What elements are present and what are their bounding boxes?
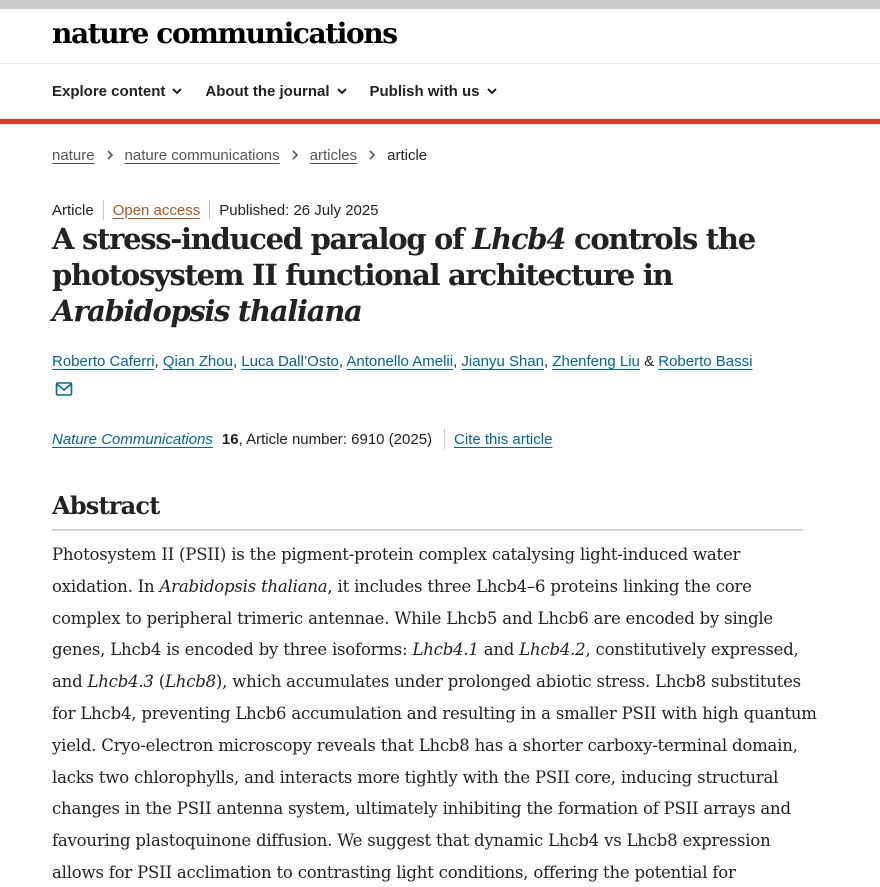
meta-divider [103,200,104,220]
abstract-text-run: , constitutively expressed, [585,640,799,660]
site-logo[interactable]: nature communications [52,17,397,50]
abstract-text-run: oxidation. In [52,576,160,596]
citation-divider [444,429,445,449]
abstract-italic-term: Lhcb4.1 [412,640,479,660]
nav-label: Publish with us [369,82,480,100]
abstract-text-run: , it includes three Lhcb4–6 proteins linking the core [327,576,752,596]
nav-about-the-journal[interactable] [205,77,347,105]
accent-bar [0,119,880,124]
abstract-text-run: Photosystem II (PSII) is the pigment-protein complex catalysing light-induced water [52,545,741,564]
author-list [52,350,812,373]
top-strip [0,0,880,9]
abstract-line [52,698,817,730]
header-divider [0,63,880,64]
breadcrumb-link-nature[interactable]: nature [52,146,95,164]
author-link[interactable]: Qian Zhou [162,353,233,370]
journal-link[interactable]: Nature Communications [52,430,213,448]
open-access-link[interactable]: Open access [112,201,201,219]
abstract-italic-term: Lhcb8 [165,672,216,692]
abstract-line [52,634,812,666]
author-separator: & [639,353,659,370]
abstract-line [52,571,812,603]
abstract-line [52,857,812,887]
abstract-line [52,793,812,825]
chevron-down-icon [171,85,183,97]
author-separator: , [232,353,242,370]
author-separator: , [543,353,553,370]
breadcrumb-link-nature-communications[interactable]: nature communications [124,146,280,164]
nav-publish-with-us[interactable] [370,77,498,105]
abstract-italic-term: Arabidopsis thaliana [159,576,328,596]
abstract-line [52,666,812,698]
breadcrumb [52,143,427,167]
abstract-line [52,730,812,762]
published-date: Published: 26 July 2025 [219,201,379,219]
chevron-down-icon [486,85,498,97]
chevron-right-icon [105,150,115,160]
article-meta [52,199,379,221]
author-link[interactable]: Zhenfeng Liu [552,353,640,370]
abstract-text-run: for Lhcb4, preventing Lhcb6 accumulation and resulting in a smaller PSII with high quantum [52,703,817,723]
abstract-body [52,539,817,887]
abstract-heading: Abstract [52,491,160,520]
title-species-name: Arabidopsis thaliana [52,294,362,328]
abstract-text-run: favouring plastoquinone diffusion. We suggest that dynamic Lhcb4 vs Lhcb8 expression [52,831,771,851]
article-title [52,221,812,329]
nav-explore-content[interactable] [52,77,183,105]
abstract-text-run: genes, Lhcb4 is encoded by three isoforms: [52,640,413,660]
chevron-down-icon [336,85,348,97]
article-type: Article [52,201,94,219]
breadcrumb-current: article [387,146,428,164]
abstract-text-run: yield. Cryo-electron microscopy reveals that Lhcb8 has a shorter carboxy-terminal domain, [52,735,798,755]
abstract-text-run: ( [153,672,166,692]
title-text: A stress-induced paralog of [52,222,473,256]
author-link[interactable]: Antonello Amelii [346,353,454,370]
article-number: , Article number: 6910 (2025) [238,430,433,448]
main-nav [52,77,520,105]
title-text: controls the photosystem II functional architecture in [52,222,755,292]
abstract-text-run: changes in the PSII antenna system, ultimately inhibiting the formation of PSII arrays and [52,799,791,819]
author-link[interactable]: Jianyu Shan [461,353,544,370]
nav-label: About the journal [205,82,330,100]
author-link[interactable]: Roberto Bassi [658,353,753,370]
nav-label: Explore content [52,82,166,100]
abstract-line [52,825,812,857]
volume-number: 16 [221,430,239,448]
title-gene-name: Lhcb4 [472,222,566,256]
chevron-right-icon [290,150,300,160]
abstract-line [52,603,812,635]
abstract-text-run: lacks two chlorophylls, and interacts more tightly with the PSII core, inducing structural [52,767,779,787]
abstract-divider [52,529,803,531]
abstract-text-run: and [52,672,88,692]
breadcrumb-link-articles[interactable]: articles [309,146,358,164]
envelope-icon[interactable] [55,381,73,397]
author-separator: , [338,353,347,370]
author-link[interactable]: Luca Dall’Osto [241,353,339,370]
author-link[interactable]: Roberto Caferri [52,353,155,370]
abstract-line [52,762,812,794]
abstract-italic-term: Lhcb4.3 [87,672,154,692]
meta-divider [209,200,210,220]
abstract-text-run: ), which accumulates under prolonged abiotic stress. Lhcb8 substitutes [215,672,801,692]
author-separator: , [154,353,163,370]
cite-this-article-link[interactable]: Cite this article [454,430,553,448]
author-separator: , [453,353,462,370]
abstract-line [52,539,812,571]
citation-line [52,428,552,450]
chevron-right-icon [367,150,377,160]
abstract-text-run: and [478,640,520,660]
abstract-text-run: complex to peripheral trimeric antennae. While Lhcb5 and Lhcb6 are encoded by single [52,608,773,628]
abstract-text-run: allows for PSII acclimation to contrasting light conditions, offering the potential for [52,862,736,882]
abstract-italic-term: Lhcb4.2 [519,640,586,660]
